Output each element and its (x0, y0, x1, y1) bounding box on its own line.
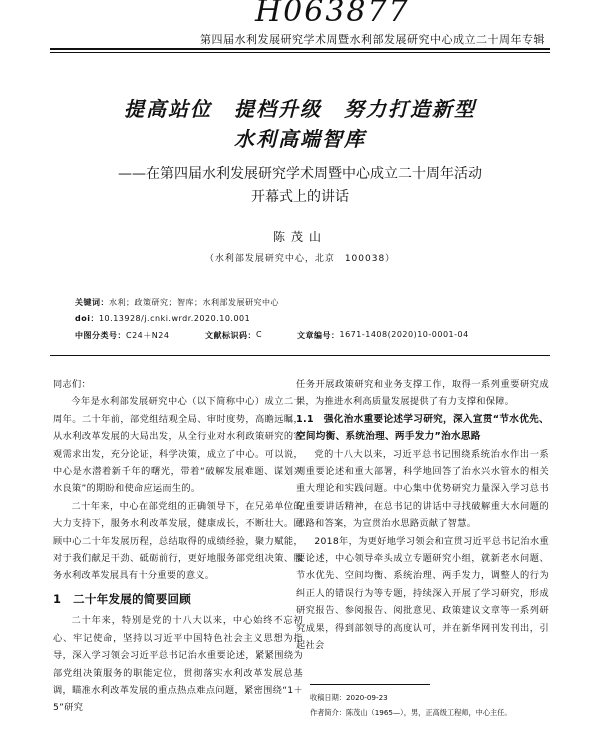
doc-code-value: C (256, 330, 263, 339)
keywords-text: 水利；政策研究；智库；水利部发展研究中心 (109, 298, 279, 307)
article-no-label: 文章编号： (297, 331, 340, 340)
doi-line (75, 313, 250, 324)
footnote-received: 收稿日期：2020-09-23 (310, 693, 388, 702)
doi-text: 10.13928/j.cnki.wrdr.2020.10.001 (98, 314, 251, 323)
section-heading: 1 二十年发展的简要回顾 (53, 591, 192, 606)
keywords-label: 关键词： (75, 298, 109, 307)
handwritten-code: H063877 (255, 0, 410, 29)
body-paragraph: 二十年来，中心在部党组的正确领导下，在兄弟单位的大力支持下，服务水利改革发展，健康成长，不断壮大。回顾中心二十年发展历程，总结取得的成绩经验，聚力赋能，对于我们献足干劲、砥砺前行，更好地服务部党组决策、服务水利改革发展具有十分重要的意义。 (53, 500, 303, 582)
clc-field (75, 330, 170, 341)
body-paragraph: 2018年，为更好地学习领会和宣贯习近平总书记治水重要论述，中心领导牵头成立专题研究小组，就新老水问题、节水优先、空间均衡、系统治理、两手发力，调整人的行为纠正人的错误行为等专题，持续深入开展了学习研究，形成研究报告、参阅报告、阅批意见、政策建议文章等一系列研究成果，得到部领导的高度认可，并在新华网刊发刊出，引起社会 (296, 535, 549, 652)
author-affiliation: （水利部发展研究中心，北京 100038） (204, 254, 396, 264)
title-line-2: 水利高端智库 (234, 127, 366, 151)
article-no-field (297, 330, 469, 341)
keywords-line (75, 297, 279, 308)
subtitle-line-2: 开幕式上的讲话 (251, 189, 349, 205)
subsection-heading: 1.1 强化治水重要论述学习研究，深入宣贯“节水优先、空间均衡、系统治理、两手发力”治水思路 (296, 413, 549, 443)
abstract-divider (50, 355, 550, 356)
clc-value: C24＋N24 (126, 331, 170, 340)
body-paragraph: 二十年来，特别是党的十八大以来，中心始终不忘初心、牢记使命，坚持以习近平中国特色社会主义思想为指导，深入学习领会习近平总书记治水重要论述，紧紧围绕为部党组决策服务的职能定位，贯彻落实水利改革发展总基调，瞄准水利改革发展的重点热点难点问题，紧密围绕“1＋5”研究 (53, 615, 303, 714)
footnote-author-bio: 作者简介：陈茂山（1965—），男，正高级工程师，中心主任。 (310, 708, 512, 717)
body-paragraph: 今年是水利部发展研究中心（以下简称中心）成立二十周年。二十年前，部党组结观全局、审时度势，高瞻远瞩，从水利改革发展的大局出发，从全行业对水利政策研究的客观需求出发，充分论证，科学决策，成立了中心。可以说，中心是水潜着新千年的曙光，带着“破解发展难题、谋划兴水良策”的期盼和使命应运而生的。 (53, 396, 303, 495)
right-column (296, 376, 549, 655)
subtitle-line-1: ——在第四届水利发展研究学术周暨中心成立二十周年活动 (118, 166, 482, 182)
article-no-value: 1671-1408(2020)10-0001-04 (339, 330, 469, 339)
body-paragraph: 党的十八大以来，习近平总书记围绕系统治水作出一系列重要论述和重大部署，科学地回答了治水兴水管水的相关重大理论和实践问题。中心集中优势研究力量深入学习总书记重要讲话精神，在总书记的讲话中寻找破解重大水问题的思路和答案，为宣贯治水思路贡献了智慧。 (296, 448, 549, 530)
doc-code-field (205, 330, 263, 341)
author-name: 陈茂山 (272, 230, 327, 244)
running-header: 第四届水利发展研究学术周暨水利部发展研究中心成立二十周年专辑 (200, 33, 545, 46)
header-rule-thin (50, 52, 550, 53)
title-line-1: 提高站位 提档升级 努力打造新型 (124, 97, 476, 121)
left-column (53, 376, 303, 717)
header-rule (50, 48, 550, 50)
salutation: 同志们： (53, 379, 91, 390)
body-paragraph: 任务开展政策研究和业务支撑工作，取得一系列重要研究成果，为推进水利高质量发展提供了有力支撑和保障。 (296, 379, 549, 408)
clc-label: 中图分类号： (75, 331, 126, 340)
doc-code-label: 文献标识码： (205, 331, 256, 340)
footnote-rule (310, 684, 430, 685)
doi-label: doi： (75, 314, 99, 323)
